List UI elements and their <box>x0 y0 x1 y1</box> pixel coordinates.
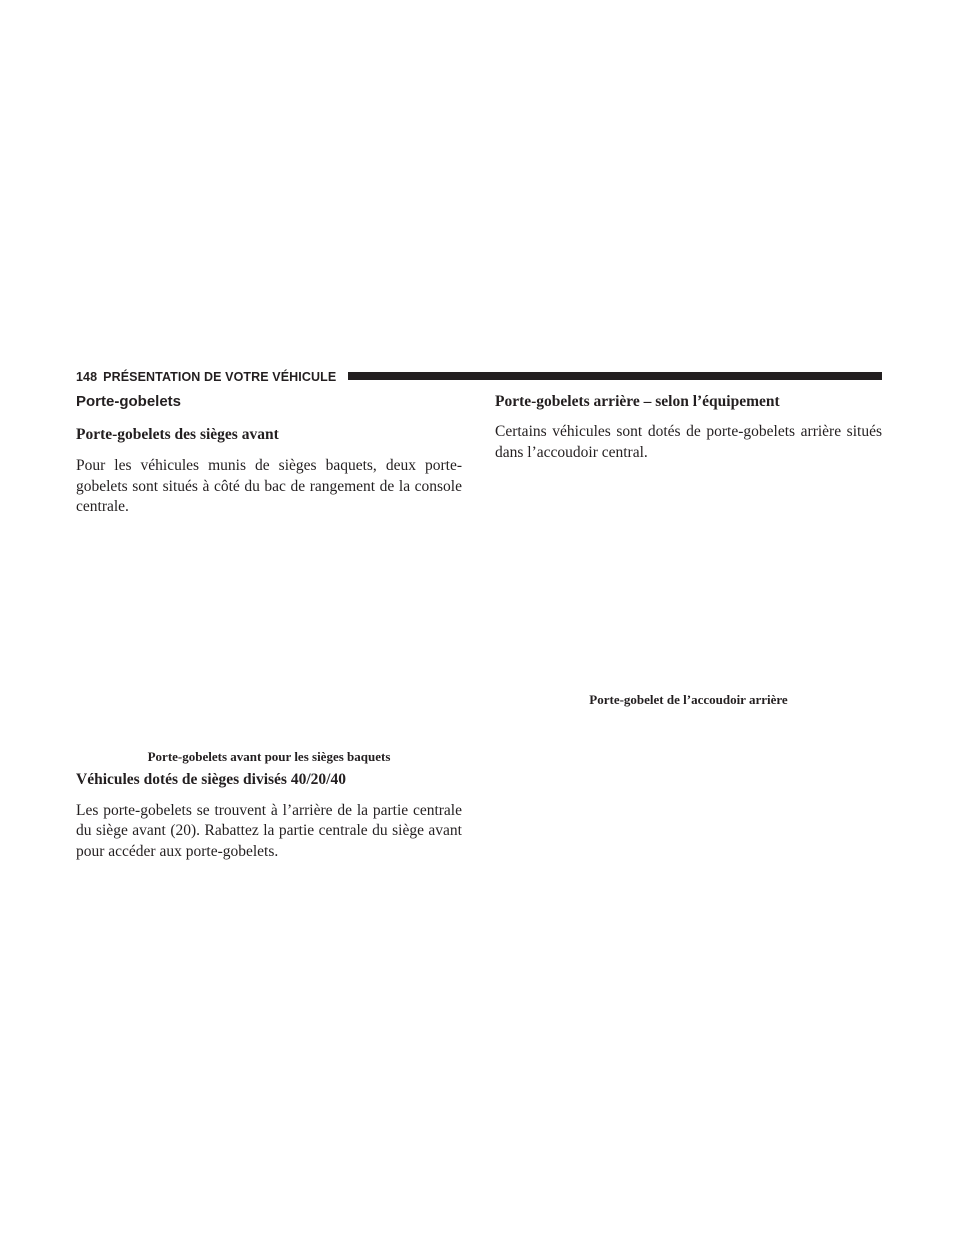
figure-front-cupholders <box>76 518 462 749</box>
subheading-split-seats: Véhicules dotés de sièges divisés 40/20/40 <box>76 770 346 788</box>
subheading-rear-cupholders: Porte-gobelets arrière – selon l’équipement <box>495 393 780 410</box>
left-column <box>76 392 462 862</box>
paragraph-split-seats: Les porte-gobelets se trouvent à l’arrière de la partie centrale du siège avant (20). Rabattez la partie centrale du siège avant pour accéder aux porte-gobelets. <box>76 801 462 860</box>
header-rule <box>348 372 882 380</box>
section-title: Porte-gobelets <box>76 393 182 410</box>
caption-front-cupholders: Porte-gobelets avant pour les sièges baquets <box>147 748 391 764</box>
figure-rear-armrest-cupholder <box>495 463 882 692</box>
header-label <box>76 368 336 386</box>
right-column <box>495 392 882 708</box>
caption-rear-armrest-cupholder: Porte-gobelet de l’accoudoir arrière <box>589 692 788 707</box>
paragraph-rear-cupholders: Certains véhicules sont dotés de porte-gobelets arrière situés dans l’accoudoir central. <box>495 423 882 461</box>
paragraph-front-cupholders: Pour les véhicules munis de sièges baquets, deux porte-gobelets sont situés à côté du bac de rangement de la console centrale. <box>76 457 462 515</box>
subheading-front-cupholders: Porte-gobelets des sièges avant <box>76 426 279 443</box>
page-number: 148 <box>76 370 98 384</box>
page-header <box>76 368 882 386</box>
section-name: PRÉSENTATION DE VOTRE VÉHICULE <box>103 370 337 384</box>
